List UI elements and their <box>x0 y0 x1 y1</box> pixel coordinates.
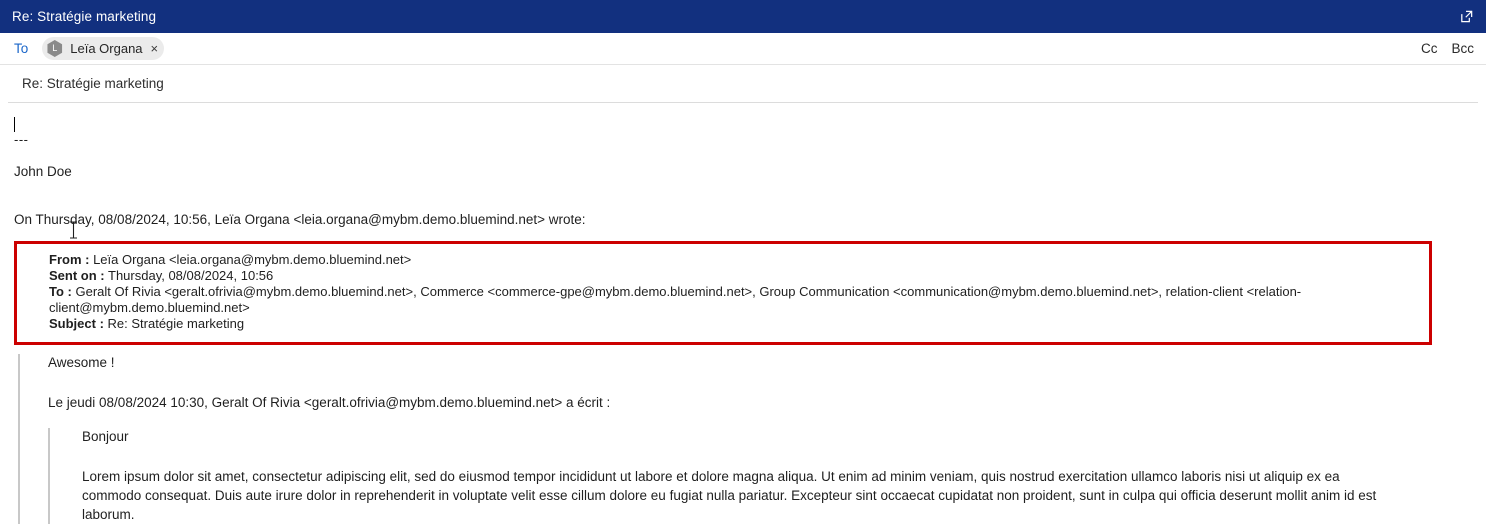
close-icon[interactable]: × <box>150 41 159 56</box>
quoted-to-label: To : <box>49 284 72 299</box>
quoted-sent-value: Thursday, 08/08/2024, 10:56 <box>108 268 274 283</box>
window-title: Re: Stratégie marketing <box>12 9 157 24</box>
quoted-from-label: From : <box>49 252 90 267</box>
signature-separator: --- <box>14 132 29 147</box>
inner-quoted-message <box>48 428 1472 524</box>
quoted-from-value: Leïa Organa <leia.organa@mybm.demo.bluemind.net> <box>93 252 412 267</box>
signature-name: John Doe <box>14 164 72 179</box>
message-body[interactable] <box>0 103 1486 524</box>
quoted-message <box>18 354 1472 524</box>
avatar-initial: L <box>52 43 58 53</box>
quoted-subject-value: Re: Stratégie marketing <box>107 316 245 331</box>
cc-button[interactable]: Cc <box>1420 41 1438 56</box>
cc-bcc-controls <box>1421 41 1474 56</box>
quoted-reply-text: Awesome ! <box>48 355 115 370</box>
quoted-subject-line <box>49 316 1419 332</box>
quoted-from-line <box>49 252 1419 268</box>
text-caret-line <box>14 117 1472 132</box>
subject-input[interactable]: Re: Stratégie marketing <box>22 76 164 91</box>
popout-icon[interactable] <box>1456 7 1476 27</box>
inner-quote-attribution: Le jeudi 08/08/2024 10:30, Geralt Of Rivia <geralt.ofrivia@mybm.demo.bluemind.net> a écrit : <box>48 395 611 410</box>
quoted-to-line <box>49 284 1419 316</box>
avatar <box>46 40 63 57</box>
quoted-subject-label: Subject : <box>49 316 104 331</box>
text-caret <box>14 117 15 132</box>
quote-attribution: On Thursday, 08/08/2024, 10:56, Leïa Organa <leia.organa@mybm.demo.bluemind.net> wrote: <box>14 212 586 227</box>
window-titlebar <box>0 0 1486 33</box>
quoted-to-value: Geralt Of Rivia <geralt.ofrivia@mybm.demo.bluemind.net>, Commerce <commerce-gpe@mybm.demo.bluemind.net>, Group Communication <communication@mybm.demo.bluemind.net>, relation-client <relation-client@mybm.demo.bluemind.net> <box>49 284 1302 315</box>
recipient-chip[interactable] <box>42 37 164 60</box>
recipient-name: Leïa Organa <box>70 41 143 56</box>
quoted-sent-label: Sent on : <box>49 268 105 283</box>
subject-row[interactable] <box>8 65 1478 103</box>
quoted-headers-box <box>14 241 1432 345</box>
quoted-sent-line <box>49 268 1419 284</box>
inner-greeting: Bonjour <box>82 429 129 444</box>
bcc-button[interactable]: Bcc <box>1451 41 1474 56</box>
recipients-row[interactable] <box>0 33 1486 65</box>
to-label[interactable]: To <box>14 41 29 56</box>
inner-paragraph: Lorem ipsum dolor sit amet, consectetur adipiscing elit, sed do eiusmod tempor incididunt ut labore et dolore magna aliqua. Ut enim ad minim veniam, quis nostrud exercitation ullamco laboris nisi ut aliquip ex ea commodo consequat. Duis aute irure dolor in reprehenderit in voluptate velit esse cillum dolore eu fugiat nulla pariatur. Excepteur sint occaecat cupidatat non proident, sunt in culpa qui officia deserunt mollit anim id est laborum. <box>82 469 1377 522</box>
